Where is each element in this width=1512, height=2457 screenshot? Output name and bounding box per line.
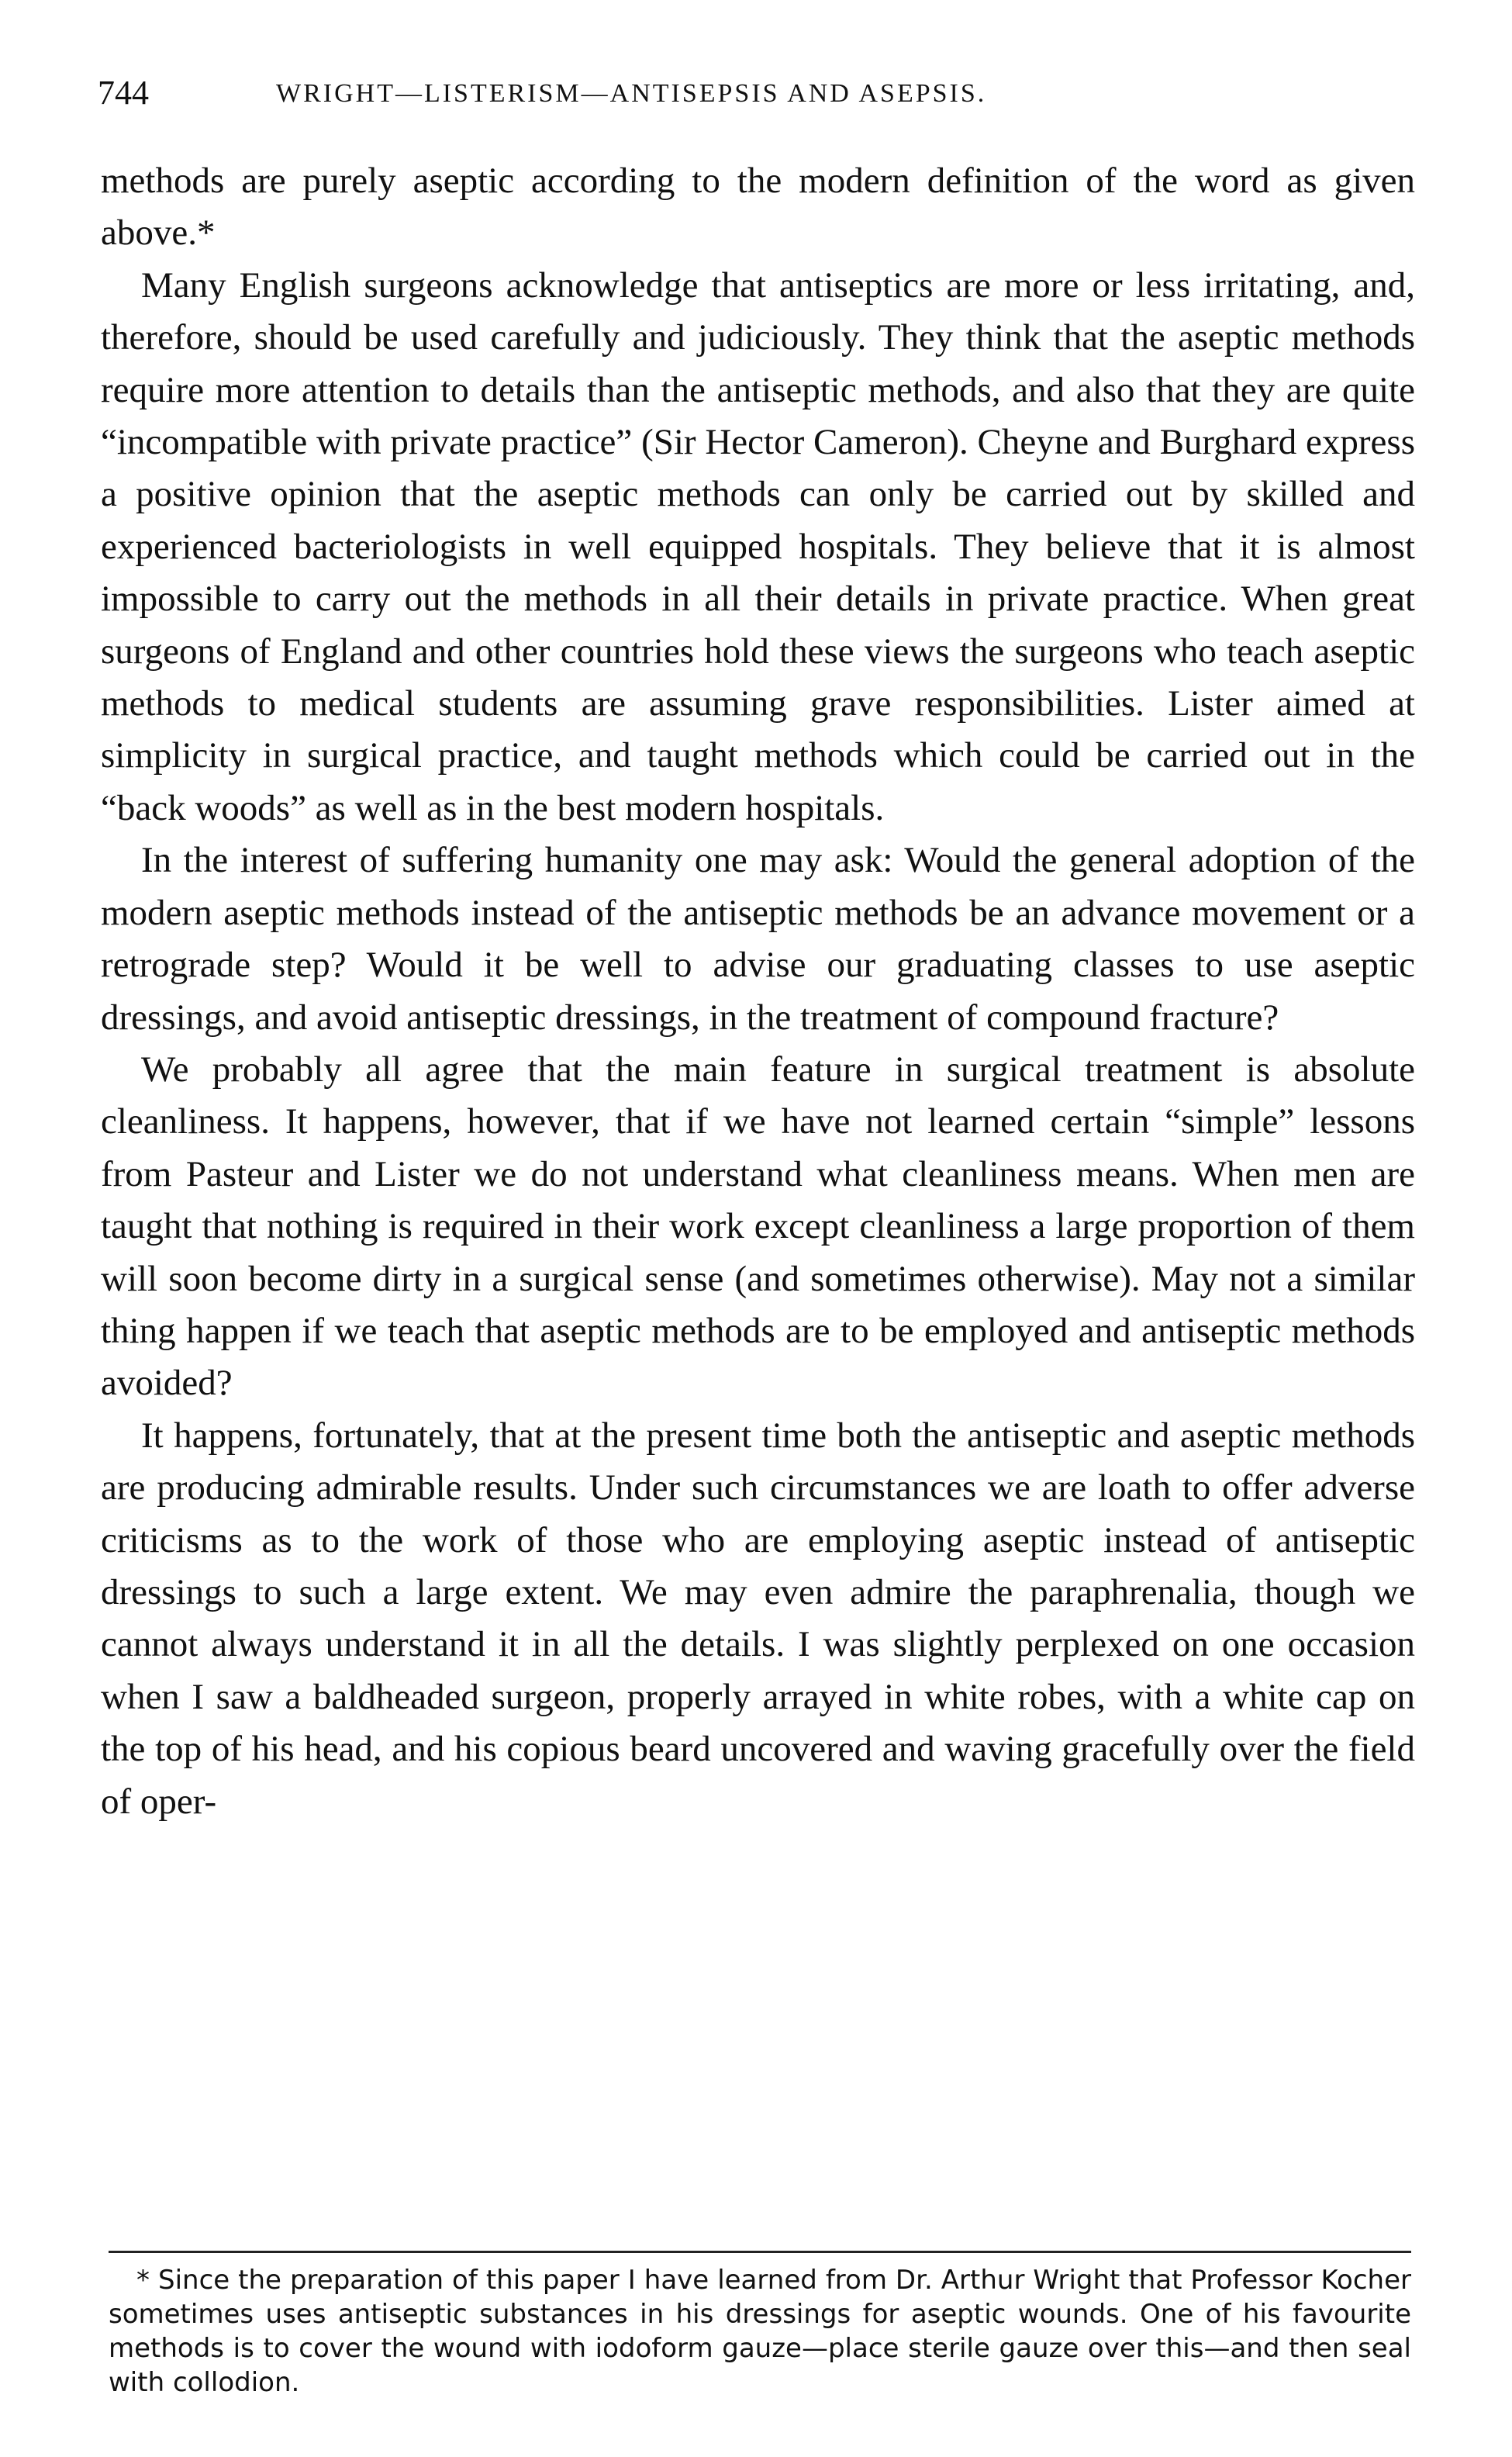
paragraph-suffering-humanity: In the interest of suffering humanity one may ask: Would the general adoption of the modern aseptic methods instead of the antiseptic methods be an advance movement or a retrograde step? Would it be well to advise our graduating classes to use aseptic dressings, and avoid antiseptic dressings, in the treatment of compound fracture? bbox=[101, 840, 1415, 1038]
page-header bbox=[98, 71, 1416, 126]
page-number: 744 bbox=[98, 74, 149, 112]
running-title: WRIGHT—LISTERISM—ANTISEPSIS AND ASEPSIS. bbox=[276, 79, 987, 108]
paragraph-continued: methods are purely aseptic according to the modern definition of the word as given above.* bbox=[101, 161, 1415, 254]
footnote: * Since the preparation of this paper I have learned from Dr. Arthur Wright that Professor Kocher sometimes uses antiseptic substances in his dressings for aseptic wounds. One of his favourite methods is to cover the wound with iodoform gauze—place sterile gauze over this—and then seal with collodion. bbox=[109, 2265, 1411, 2398]
body-text bbox=[101, 155, 1415, 1828]
footnote-rule bbox=[109, 2251, 1411, 2253]
paragraph-present-time: It happens, fortunately, that at the present time both the antiseptic and aseptic methods are producing admirable results. Under such circumstances we are loath to offer adverse criticisms as to the work of those who are employing aseptic instead of antiseptic dressings to such a large extent. We may even admire the paraphrenalia, though we cannot always understand it in all the details. I was slightly perplexed on one occasion when I saw a baldheaded surgeon, properly arrayed in white robes, with a white cap on the top of his head, and his copious beard uncovered and waving gracefully over the field of oper- bbox=[101, 1415, 1415, 1822]
paragraph-english-surgeons: Many English surgeons acknowledge that antiseptics are more or less irritating, and, therefore, should be used carefully and judiciously. They think that the aseptic methods require more attention to details than the antiseptic methods, and also that they are quite “incompatible with private practice” (Sir Hector Cameron). Cheyne and Burghard express a positive opinion that the aseptic methods can only be carried out by skilled and experienced bacteriologists in well equipped hospitals. They believe that it is almost impossible to carry out the methods in all their details in private practice. When great surgeons of England and other countries hold these views the surgeons who teach aseptic methods to medical students are assuming grave responsibilities. Lister aimed at simplicity in surgical practice, and taught methods which could be carried out in the “back woods” as well as in the best modern hospitals. bbox=[101, 264, 1415, 828]
paragraph-cleanliness: We probably all agree that the main feature in surgical treatment is absolute cleanliness. It happens, however, that if we have not learned certain “simple” lessons from Pasteur and Lister we do not understand what cleanliness means. When men are taught that nothing is required in their work except cleanliness a large proportion of them will soon become dirty in a surgical sense (and sometimes otherwise). May not a similar thing happen if we teach that aseptic methods are to be employed and antiseptic methods avoided? bbox=[101, 1049, 1415, 1404]
